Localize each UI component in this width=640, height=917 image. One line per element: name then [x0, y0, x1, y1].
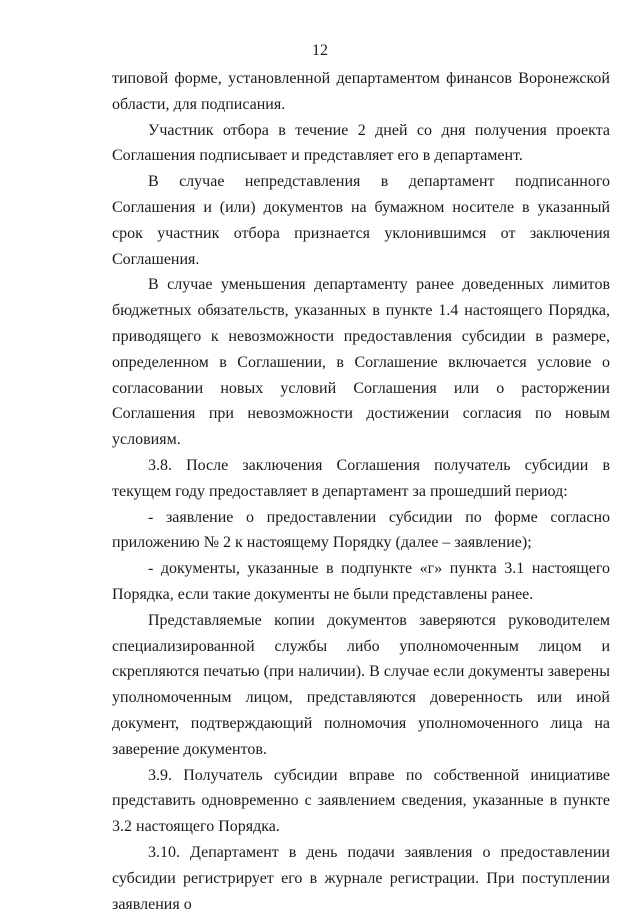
paragraph-3-9: 3.9. Получатель субсидии вправе по собственной инициативе представить одновременно с заявлением сведения, указанные в пункте 3.2 настоящего Порядка.	[112, 766, 610, 836]
paragraph-limits-reduction: В случае уменьшения департаменту ранее доведенных лимитов бюджетных обязательств, указанных в пункте 1.4 настоящего Порядка, приводящего к невозможности предоставления субсидии в размере, определенном в Соглашении, в Соглашение включается условие о согласовании новых условий Соглашения или о расторжении Соглашения при невозможности достижении согласия по новым условиям.	[112, 276, 610, 449]
list-item-documents: - документы, указанные в подпункте «г» пункта 3.1 настоящего Порядка, если такие документы не были представлены ранее.	[112, 560, 610, 603]
document-body	[112, 66, 610, 917]
paragraph-certification: Представляемые копии документов заверяются руководителем специализированной службы либо уполномоченным лицом и скрепляются печатью (при наличии). В случае если документы заверены уполномоченным лицом, представляются доверенность или иной документ, подтверждающий полномочия уполномоченного лица на заверение документов.	[112, 611, 610, 758]
paragraph-3-10: 3.10. Департамент в день подачи заявления о предоставлении субсидии регистрирует его в журнале регистрации. При поступлении заявления о	[112, 843, 610, 913]
list-item-application: - заявление о предоставлении субсидии по форме согласно приложению № 2 к настоящему Порядку (далее – заявление);	[112, 508, 610, 552]
paragraph-3-8: 3.8. После заключения Соглашения получатель субсидии в текущем году предоставляет в департамент за прошедший период:	[112, 456, 610, 500]
page-number: 12	[312, 42, 328, 59]
paragraph-non-submission: В случае непредставления в департамент подписанного Соглашения и (или) документов на бумажном носителе в указанный срок участник отбора признается уклонившимся от заключения Соглашения.	[112, 173, 610, 268]
paragraph-continuation: типовой форме, установленной департаментом финансов Воронежской области, для подписания.	[112, 70, 610, 113]
paragraph-signing: Участник отбора в течение 2 дней со дня получения проекта Соглашения подписывает и представляет его в департамент.	[112, 121, 610, 165]
